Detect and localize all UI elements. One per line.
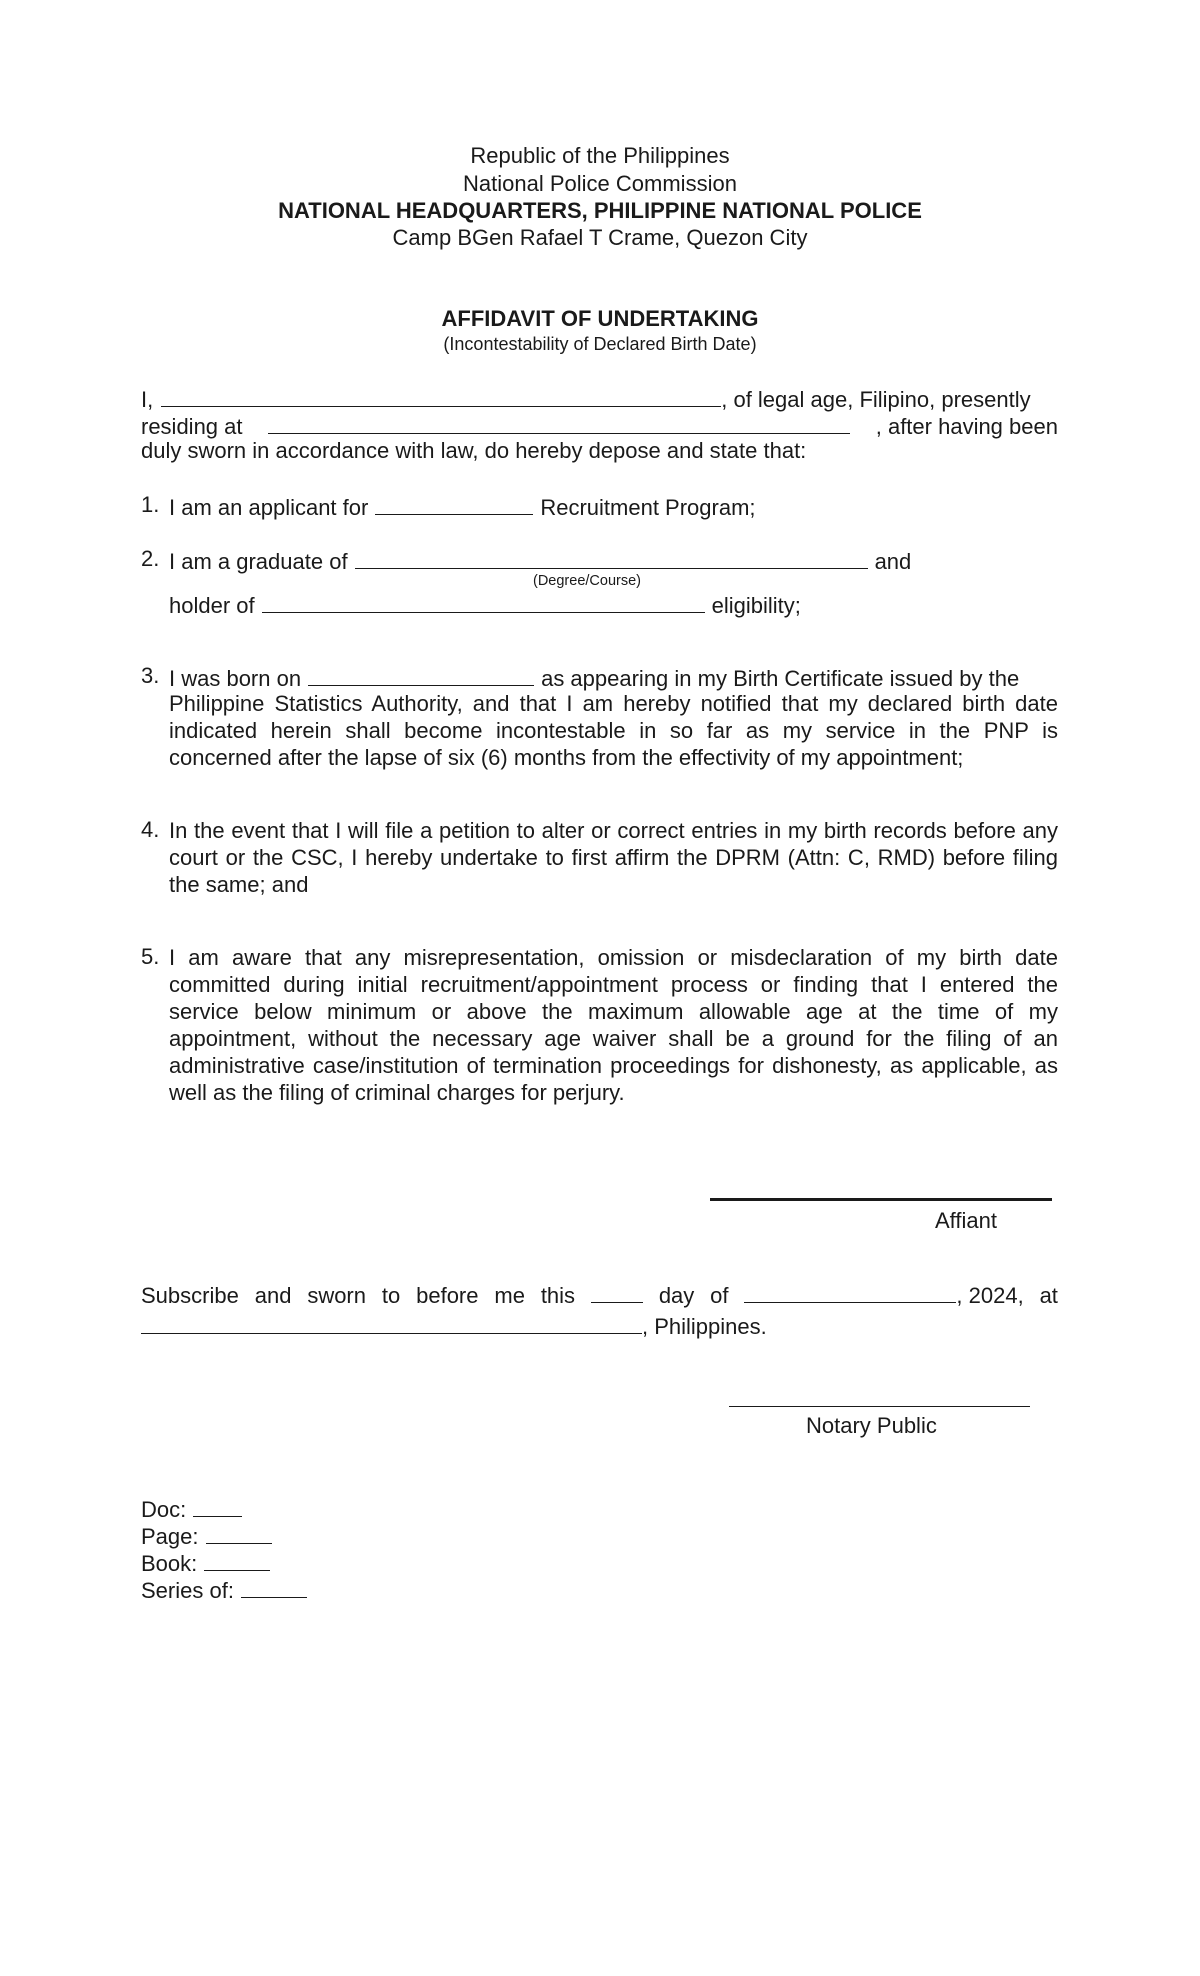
doc-label: Doc: bbox=[141, 1497, 187, 1522]
item-5-text: I am aware that any misrepresentation, omission or misdeclaration of my birth date committed during initial recruitment/appointment process or finding that I entered the service below minimum or above the maximum allowable age at the time of my appointment, without the necessary age waiver shall be a ground for the filing of an administrative case/institution of termination proceedings for dishonesty, as applicable, as well as the filing of criminal charges for perjury. bbox=[169, 945, 1058, 1105]
document-subtitle: (Incontestability of Declared Birth Date) bbox=[443, 334, 757, 354]
jurat-word: me bbox=[494, 1283, 525, 1308]
jurat-year: , 2024, bbox=[956, 1283, 1024, 1308]
residing-suffix: , after having been bbox=[875, 414, 1058, 439]
recruitment-program-blank[interactable] bbox=[375, 492, 533, 515]
book-label: Book: bbox=[141, 1551, 198, 1576]
notary-label: Notary Public bbox=[806, 1413, 937, 1438]
notary-signature-line[interactable] bbox=[729, 1406, 1030, 1407]
item-2-prefix: I am a graduate of bbox=[169, 549, 348, 574]
jurat-word: before bbox=[416, 1283, 479, 1308]
eligibility-blank[interactable] bbox=[262, 590, 705, 613]
jurat-at: at bbox=[1039, 1283, 1058, 1308]
name-blank[interactable] bbox=[161, 384, 721, 407]
degree-course-blank[interactable] bbox=[355, 546, 868, 569]
header-napolcom: National Police Commission bbox=[463, 171, 737, 196]
jurat-word: to bbox=[381, 1283, 401, 1308]
jurat-place-suffix: , Philippines. bbox=[642, 1314, 767, 1339]
series-blank[interactable] bbox=[241, 1575, 307, 1598]
jurat-day-blank[interactable] bbox=[591, 1280, 643, 1303]
document-title: AFFIDAVIT OF UNDERTAKING bbox=[441, 306, 759, 331]
intro-prefix: I, bbox=[141, 387, 154, 412]
item-2-suffix: and bbox=[874, 549, 912, 574]
jurat-word: day bbox=[658, 1283, 695, 1308]
item-1-prefix: I am an applicant for bbox=[169, 495, 369, 520]
jurat-word: this bbox=[540, 1283, 576, 1308]
residence-blank[interactable] bbox=[268, 411, 850, 434]
record-series bbox=[141, 1575, 307, 1604]
jurat-line-1 bbox=[141, 1280, 1058, 1309]
holder-suffix: eligibility; bbox=[711, 593, 801, 618]
item-3-prefix: I was born on bbox=[169, 666, 302, 691]
item-5-number: 5. bbox=[141, 944, 160, 969]
book-blank[interactable] bbox=[204, 1548, 270, 1571]
header-headquarters: NATIONAL HEADQUARTERS, PHILIPPINE NATIONAL POLICE bbox=[278, 198, 922, 223]
page-label: Page: bbox=[141, 1524, 199, 1549]
degree-course-caption: (Degree/Course) bbox=[533, 573, 641, 589]
jurat-month-blank[interactable] bbox=[744, 1280, 956, 1303]
jurat-word: Subscribe bbox=[141, 1283, 239, 1308]
page-blank[interactable] bbox=[206, 1521, 272, 1544]
residing-prefix: residing at bbox=[141, 414, 243, 439]
jurat-word: and bbox=[254, 1283, 292, 1308]
item-3-number: 3. bbox=[141, 663, 160, 688]
record-doc bbox=[141, 1494, 242, 1523]
holder-prefix: holder of bbox=[169, 593, 255, 618]
item-2-number: 2. bbox=[141, 546, 160, 571]
header-republic: Republic of the Philippines bbox=[470, 143, 730, 168]
affiant-signature-line[interactable] bbox=[710, 1198, 1052, 1201]
item-3-suffix: as appearing in my Birth Certificate issued by the bbox=[541, 666, 1020, 691]
intro-line-2 bbox=[141, 411, 1058, 440]
series-label: Series of: bbox=[141, 1578, 234, 1603]
item-3-line-1 bbox=[169, 663, 1058, 692]
doc-blank[interactable] bbox=[193, 1494, 242, 1517]
item-2-line-1 bbox=[169, 546, 911, 575]
record-page bbox=[141, 1521, 272, 1550]
jurat-word: sworn bbox=[307, 1283, 366, 1308]
intro-line-3: duly sworn in accordance with law, do hereby depose and state that: bbox=[141, 438, 807, 463]
item-3-text: Philippine Statistics Authority, and that I am hereby notified that my declared birth date indicated herein shall become incontestable in so far as my service in the PNP is concerned after the lapse of six (6) months from the effectivity of my appointment; bbox=[169, 691, 1058, 770]
jurat-word: of bbox=[710, 1283, 729, 1308]
item-4-number: 4. bbox=[141, 817, 160, 842]
header-address: Camp BGen Rafael T Crame, Quezon City bbox=[392, 225, 808, 250]
item-2-line-2 bbox=[169, 590, 801, 619]
affiant-label: Affiant bbox=[935, 1208, 997, 1233]
item-4-text: In the event that I will file a petition to alter or correct entries in my birth records before any court or the CSC, I hereby undertake to first affirm the DPRM (Attn: C, RMD) before filing the same; and bbox=[169, 818, 1058, 897]
jurat-line-2 bbox=[141, 1311, 767, 1340]
birth-date-blank[interactable] bbox=[308, 663, 534, 686]
item-1 bbox=[169, 492, 756, 521]
intro-suffix: , of legal age, Filipino, presently bbox=[721, 387, 1031, 412]
item-1-suffix: Recruitment Program; bbox=[540, 495, 756, 520]
intro-line-1 bbox=[141, 384, 1058, 413]
record-book bbox=[141, 1548, 270, 1577]
item-1-number: 1. bbox=[141, 492, 160, 517]
jurat-place-blank[interactable] bbox=[141, 1311, 642, 1334]
